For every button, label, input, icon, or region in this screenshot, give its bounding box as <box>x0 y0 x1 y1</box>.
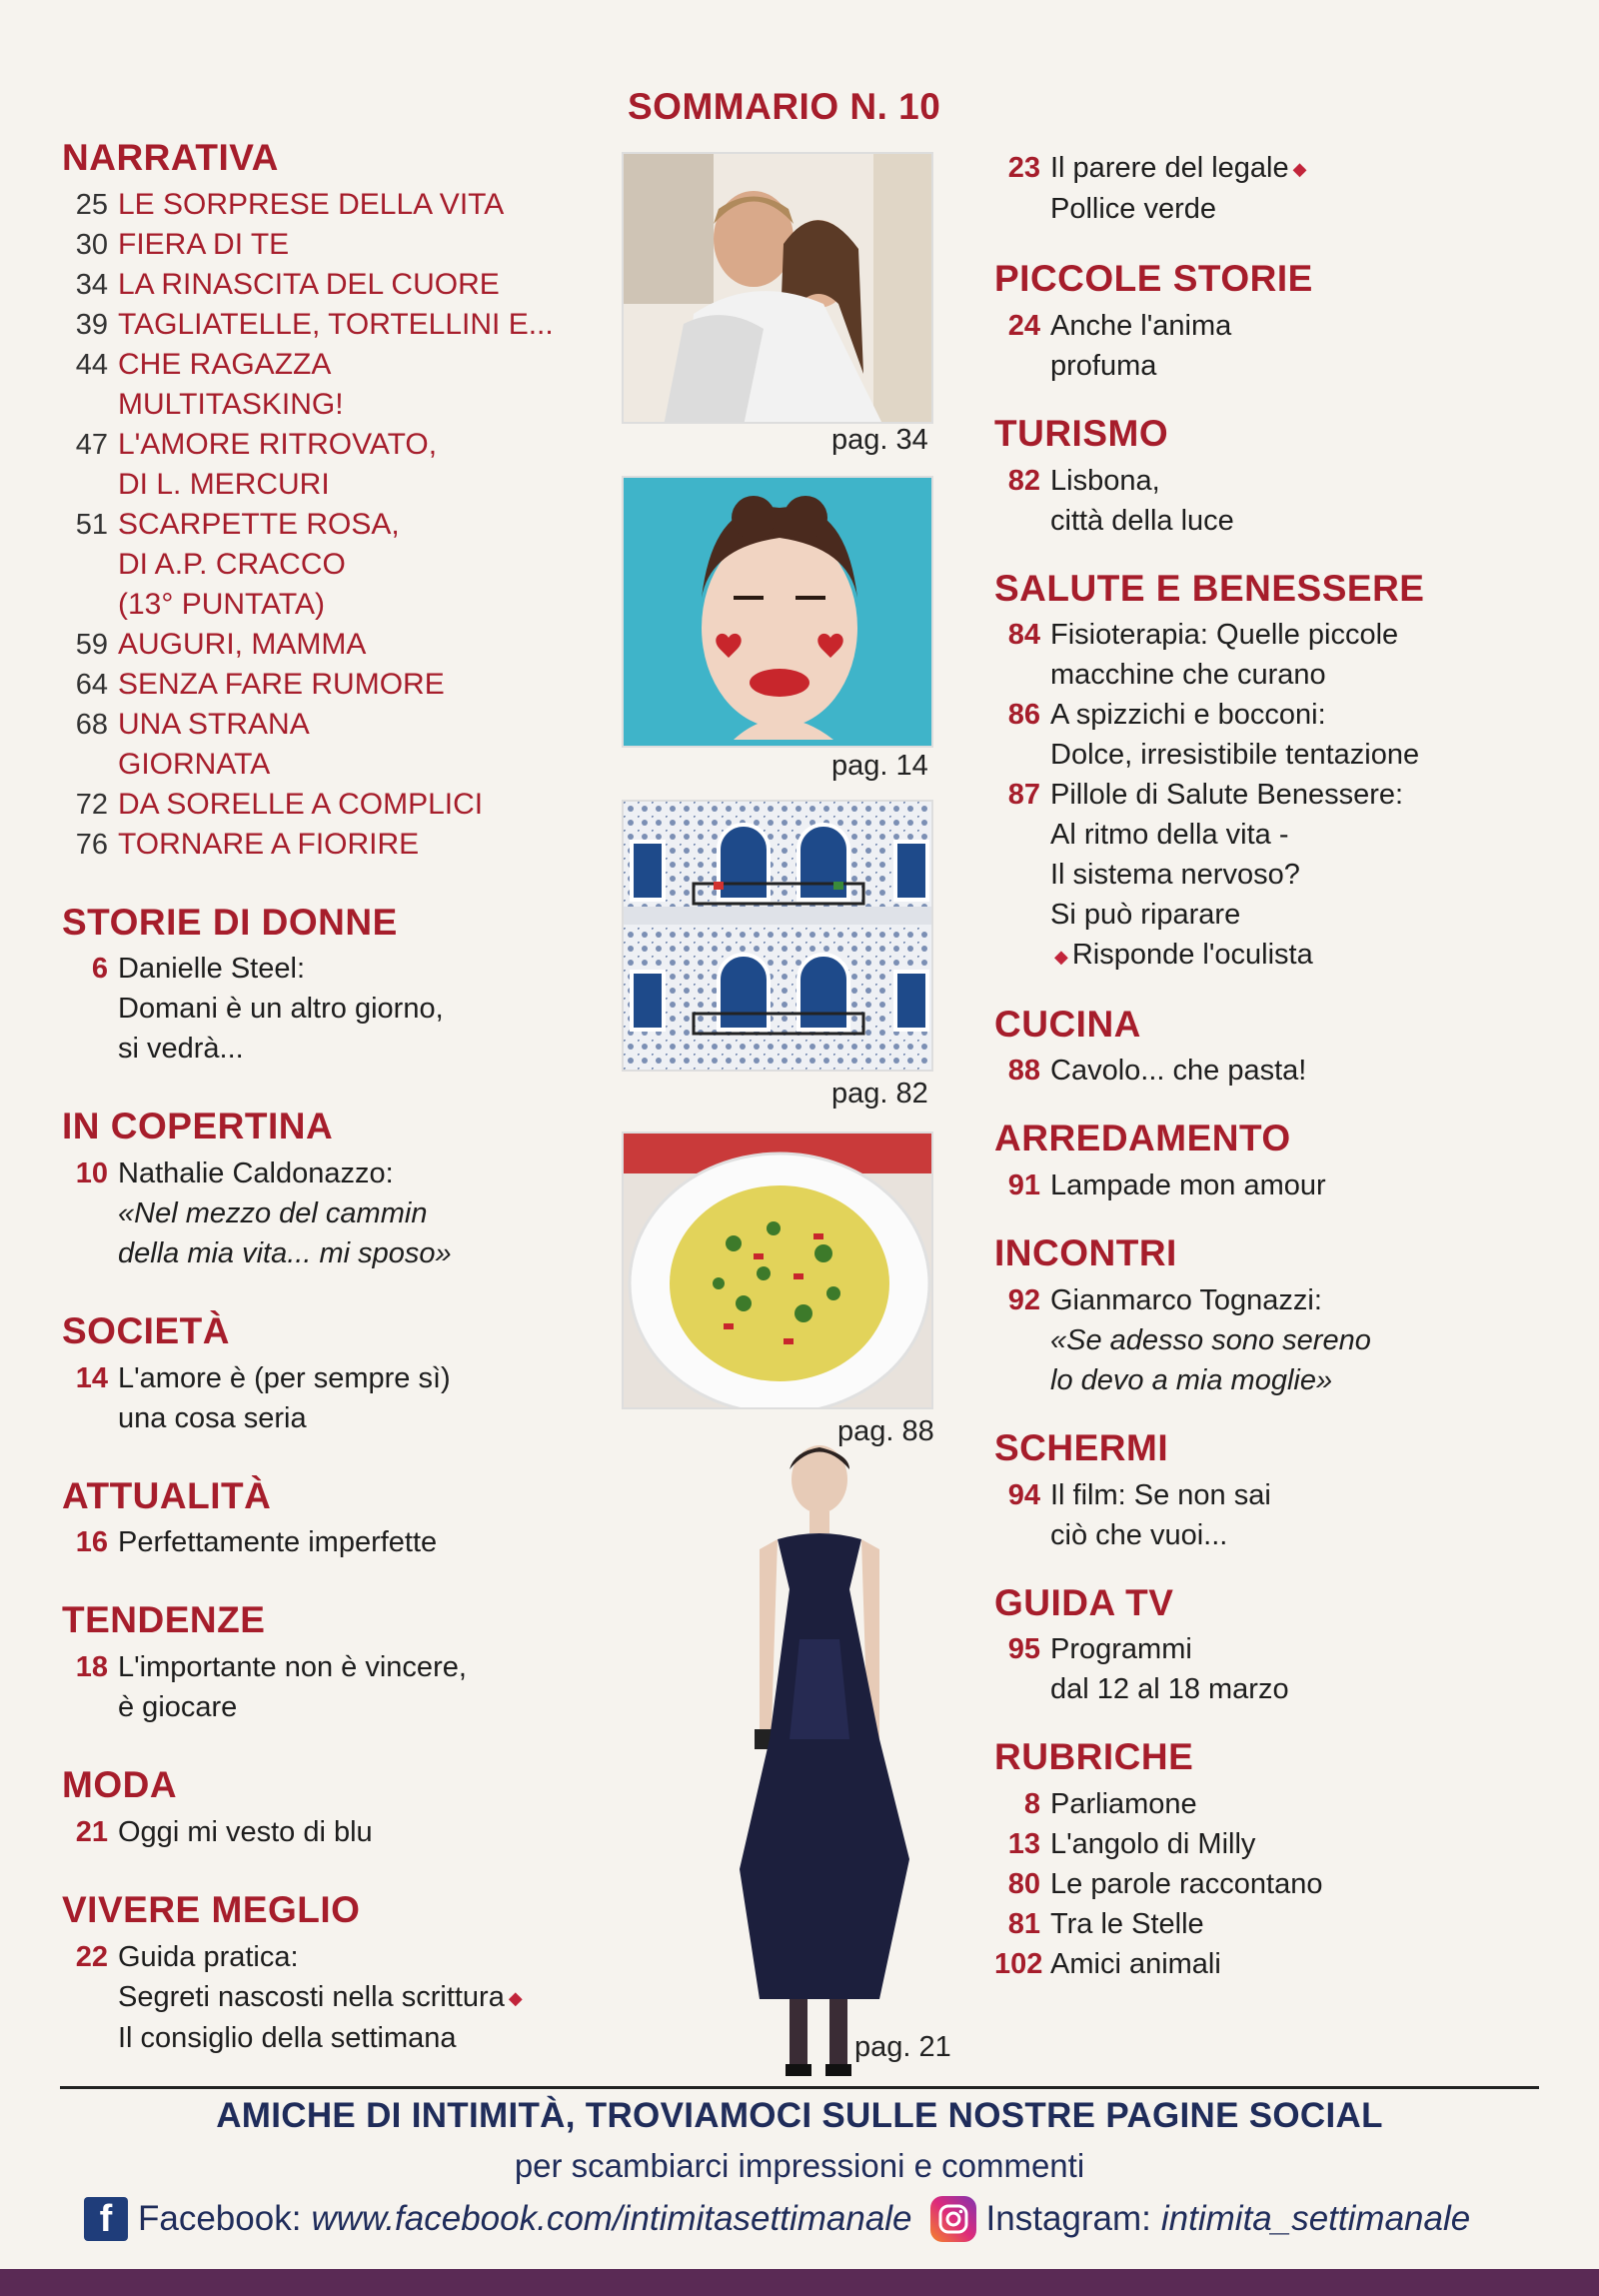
page-number <box>62 585 118 625</box>
section-societa <box>62 1311 602 1438</box>
page-number: 6 <box>91 953 108 986</box>
page-number: 87 <box>1007 779 1040 812</box>
pasta-dish-photo <box>622 1132 933 1409</box>
page-number: 76 <box>75 828 108 861</box>
story-title: CHE RAGAZZA <box>118 347 332 381</box>
entry-line: Gianmarco Tognazzi: <box>1050 1283 1322 1316</box>
entry-line: Il consiglio della settimana <box>118 2021 457 2054</box>
section-schermi <box>994 1428 1464 1555</box>
sommario-title: SOMMARIO N. 10 <box>628 86 941 127</box>
entry-quote: lo devo a mia moglie» <box>1050 1363 1333 1396</box>
list-item <box>994 1824 1464 1864</box>
page-number: 92 <box>1007 1283 1040 1316</box>
page-number: 47 <box>75 428 108 461</box>
section-guida-tv <box>994 1583 1464 1710</box>
entry-text <box>1050 775 1464 976</box>
entry-line: città della luce <box>1050 504 1234 537</box>
facebook-icon: f <box>84 2197 128 2241</box>
page-number: 14 <box>75 1361 108 1394</box>
list-item <box>62 1937 602 2058</box>
couple-illustration <box>624 154 933 424</box>
entry-line: Risponde l'oculista <box>1071 939 1313 972</box>
entry-line: Fisioterapia: Quelle piccole <box>1050 619 1399 652</box>
list-item <box>994 775 1464 976</box>
entry-line: Guida pratica: <box>118 1940 299 1973</box>
photo-caption: pag. 14 <box>831 750 928 782</box>
page-number <box>62 385 118 425</box>
page-number: 80 <box>1007 1867 1040 1900</box>
entry-text <box>118 1358 602 1438</box>
entry-line: Anche l'anima <box>1050 310 1232 343</box>
footer-subline: per scambiarci impressioni e commenti <box>514 2147 1085 2184</box>
list-item <box>994 1784 1464 1824</box>
section-title: SCHERMI <box>994 1426 1169 1468</box>
facebook-label: Facebook: <box>138 2199 302 2238</box>
page-number: 21 <box>75 1815 108 1848</box>
model-illustration <box>700 1439 939 2089</box>
entry-text <box>1050 1475 1464 1555</box>
couple-photo <box>622 152 933 424</box>
section-title: CUCINA <box>994 1003 1141 1045</box>
list-item <box>994 461 1464 541</box>
page-number: 95 <box>1007 1633 1040 1666</box>
entry-line: Il film: Se non sai <box>1050 1478 1271 1511</box>
entry-text <box>118 1937 602 2058</box>
page-number: 34 <box>75 268 108 301</box>
narrativa-list <box>62 185 602 865</box>
list-item <box>62 665 602 705</box>
entry-text <box>1050 695 1464 775</box>
story-title: LE SORPRESE DELLA VITA <box>118 187 505 221</box>
story-title: MULTITASKING! <box>118 387 344 421</box>
footer-headline: AMICHE DI INTIMITÀ, TROVIAMOCI SULLE NOSTRE PAGINE SOCIAL <box>216 2096 1383 2135</box>
list-item <box>62 1812 602 1852</box>
story-title: LA RINASCITA DEL CUORE <box>118 267 500 301</box>
list-item <box>994 695 1464 775</box>
instagram-label: Instagram: <box>985 2199 1151 2238</box>
page-number: 24 <box>1007 310 1040 343</box>
page-number: 84 <box>1007 619 1040 652</box>
portrait-illustration <box>624 478 933 748</box>
section-title: PICCOLE STORIE <box>994 258 1313 300</box>
entry-quote: «Se adesso sono sereno <box>1050 1323 1371 1356</box>
entry-line: Danielle Steel: <box>118 953 305 986</box>
list-item <box>62 185 602 225</box>
list-item <box>62 265 602 305</box>
page-number: 13 <box>1007 1827 1040 1860</box>
page-number: 82 <box>1007 464 1040 497</box>
entry-line: una cosa seria <box>118 1401 307 1434</box>
entry-line: L'amore è (per sempre sì) <box>118 1361 451 1394</box>
list-item <box>994 1051 1464 1091</box>
entry-text: Amici animali <box>1050 1947 1221 1980</box>
entry-line: Si può riparare <box>1050 899 1241 932</box>
instagram-glyph <box>937 2203 969 2235</box>
section-vivere-meglio <box>62 1890 602 2058</box>
lisbon-facade-photo <box>622 800 933 1072</box>
entry-line: Dolce, irresistibile tentazione <box>1050 739 1420 772</box>
photo-caption: pag. 21 <box>854 2031 951 2063</box>
entry-line: Al ritmo della vita - <box>1050 819 1289 852</box>
list-item <box>994 1475 1464 1555</box>
entry-line: Domani è un altro giorno, <box>118 993 444 1026</box>
list-item <box>62 305 602 345</box>
diamond-bullet-icon: ◆ <box>1292 159 1307 180</box>
section-storie-di-donne <box>62 903 602 1070</box>
entry-line: Il parere del legale <box>1050 152 1289 184</box>
entry-text: Perfettamente imperfette <box>118 1526 438 1559</box>
page-number: 30 <box>75 228 108 261</box>
list-item <box>62 225 602 265</box>
section-in-copertina <box>62 1107 602 1273</box>
section-incontri <box>994 1233 1464 1400</box>
entry-text <box>1050 306 1464 386</box>
story-title: DI L. MERCURI <box>118 467 330 501</box>
section-title: STORIE DI DONNE <box>62 901 398 943</box>
list-item <box>62 825 602 865</box>
page-number <box>62 465 118 505</box>
instagram-link[interactable]: intimita_settimanale <box>1160 2199 1471 2238</box>
list-item <box>994 1864 1464 1904</box>
section-title: GUIDA TV <box>994 1581 1174 1623</box>
photo-caption: pag. 88 <box>837 1415 934 1447</box>
entry-line: Nathalie Caldonazzo: <box>118 1157 394 1190</box>
section-title: NARRATIVA <box>62 137 279 178</box>
story-title: (13° PUNTATA) <box>118 587 326 621</box>
entry-line: L'importante non è vincere, <box>118 1651 467 1684</box>
section-title: SALUTE E BENESSERE <box>994 567 1425 609</box>
list-item <box>994 1165 1464 1205</box>
page-number: 16 <box>75 1526 108 1559</box>
pasta-illustration <box>624 1134 933 1409</box>
entry-line: dal 12 al 18 marzo <box>1050 1673 1289 1706</box>
list-item <box>62 745 602 785</box>
entry-text <box>118 1153 602 1273</box>
page-number: 51 <box>75 508 108 541</box>
page-number: 86 <box>1007 699 1040 732</box>
entry-text <box>118 949 602 1069</box>
list-item <box>994 1280 1464 1400</box>
photo-caption: pag. 34 <box>831 424 928 456</box>
story-title: FIERA DI TE <box>118 227 290 261</box>
list-item <box>994 615 1464 695</box>
list-item <box>62 505 602 545</box>
section-top-entry <box>994 148 1464 229</box>
entry-text <box>1050 1629 1464 1709</box>
list-item <box>994 1904 1464 1944</box>
entry-line: Segreti nascosti nella scrittura <box>118 1980 505 2013</box>
page-number: 25 <box>75 188 108 221</box>
story-title: DA SORELLE A COMPLICI <box>118 787 484 821</box>
entry-text: Le parole raccontano <box>1050 1867 1323 1900</box>
entry-line: Programmi <box>1050 1633 1192 1666</box>
entry-text: Lampade mon amour <box>1050 1169 1326 1202</box>
list-item <box>62 345 602 385</box>
entry-text <box>1050 615 1464 695</box>
page-number: 39 <box>75 308 108 341</box>
entry-line: Pollice verde <box>1050 193 1217 226</box>
story-title: UNA STRANA <box>118 707 310 741</box>
entry-line: A spizzichi e bocconi: <box>1050 699 1326 732</box>
story-title: GIORNATA <box>118 747 271 781</box>
list-item <box>62 585 602 625</box>
list-item <box>994 306 1464 386</box>
section-tendenze <box>62 1600 602 1727</box>
story-title: L'AMORE RITROVATO, <box>118 427 438 461</box>
page-number: 94 <box>1007 1478 1040 1511</box>
rubriche-list <box>994 1784 1464 1984</box>
page-number: 72 <box>75 788 108 821</box>
section-attualita <box>62 1476 602 1563</box>
page-number: 88 <box>1007 1055 1040 1088</box>
page-edge <box>0 2269 1599 2296</box>
list-item <box>994 148 1464 229</box>
list-item <box>62 625 602 665</box>
section-title: ARREDAMENTO <box>994 1118 1291 1159</box>
list-item <box>62 465 602 505</box>
entry-line: è giocare <box>118 1691 238 1724</box>
model-figure-photo <box>700 1439 939 2089</box>
page-number: 23 <box>1007 152 1040 184</box>
entry-line: Lisbona, <box>1050 464 1160 497</box>
section-turismo <box>994 414 1464 541</box>
entry-text <box>118 1647 602 1727</box>
entry-text: Oggi mi vesto di blu <box>118 1815 373 1848</box>
footer-social-row <box>84 2196 1543 2242</box>
photo-caption: pag. 82 <box>831 1078 928 1110</box>
list-item <box>62 949 602 1069</box>
section-title: VIVERE MEGLIO <box>62 1888 361 1930</box>
diamond-bullet-icon: ◆ <box>1054 946 1068 967</box>
entry-text: Cavolo... che pasta! <box>1050 1055 1307 1088</box>
page-number: 64 <box>75 668 108 701</box>
page-number: 8 <box>1023 1787 1040 1820</box>
page-number: 102 <box>994 1947 1043 1980</box>
list-item <box>62 545 602 585</box>
facade-illustration <box>624 802 933 1072</box>
page-number: 22 <box>75 1940 108 1973</box>
list-item <box>994 1629 1464 1709</box>
footer-divider <box>60 2086 1539 2089</box>
list-item <box>62 385 602 425</box>
entry-line: Il sistema nervoso? <box>1050 859 1300 892</box>
page-number: 68 <box>75 708 108 741</box>
section-narrativa <box>62 138 602 865</box>
page-number <box>62 545 118 585</box>
story-title: TAGLIATELLE, TORTELLINI E... <box>118 307 554 341</box>
section-title: SOCIETÀ <box>62 1310 230 1352</box>
section-title: IN COPERTINA <box>62 1106 334 1148</box>
page-number: 44 <box>75 348 108 381</box>
page-number: 18 <box>75 1651 108 1684</box>
list-item <box>62 1153 602 1273</box>
entry-text: Parliamone <box>1050 1787 1197 1820</box>
entry-line: macchine che curano <box>1050 659 1326 692</box>
section-cucina <box>994 1005 1464 1092</box>
section-rubriche <box>994 1737 1464 1984</box>
right-column <box>994 148 1464 2022</box>
entry-text: Tra le Stelle <box>1050 1907 1204 1940</box>
list-item <box>62 1522 602 1562</box>
facebook-link[interactable]: www.facebook.com/intimitasettimanale <box>311 2199 912 2238</box>
page-number <box>62 745 118 785</box>
story-title: SENZA FARE RUMORE <box>118 667 445 701</box>
entry-text <box>1050 461 1464 541</box>
story-title: DI A.P. CRACCO <box>118 547 346 581</box>
section-arredamento <box>994 1119 1464 1205</box>
page-number: 59 <box>75 628 108 661</box>
section-salute-benessere <box>994 569 1464 977</box>
page-number: 10 <box>75 1157 108 1190</box>
page-number: 81 <box>1007 1907 1040 1940</box>
entry-text: L'angolo di Milly <box>1050 1827 1256 1860</box>
list-item <box>62 425 602 465</box>
entry-line: ciò che vuoi... <box>1050 1518 1228 1551</box>
entry-text <box>1050 1280 1464 1400</box>
diamond-bullet-icon: ◆ <box>508 1987 523 2008</box>
list-item <box>994 1944 1464 1984</box>
section-piccole-storie <box>994 259 1464 386</box>
list-item <box>62 1358 602 1438</box>
left-column <box>62 138 602 2096</box>
section-moda <box>62 1765 602 1852</box>
list-item <box>62 1647 602 1727</box>
instagram-icon <box>930 2196 976 2242</box>
entry-line: si vedrà... <box>118 1033 244 1066</box>
section-title: INCONTRI <box>994 1232 1177 1274</box>
list-item <box>62 705 602 745</box>
section-title: MODA <box>62 1764 178 1806</box>
story-title: AUGURI, MAMMA <box>118 627 367 661</box>
entry-quote: della mia vita... mi sposo» <box>118 1237 452 1270</box>
page-number: 91 <box>1007 1169 1040 1202</box>
story-title: TORNARE A FIORIRE <box>118 827 420 861</box>
story-title: SCARPETTE ROSA, <box>118 507 400 541</box>
section-title: RUBRICHE <box>994 1736 1194 1778</box>
section-title: TENDENZE <box>62 1599 266 1641</box>
woman-portrait-photo <box>622 476 933 748</box>
entry-line: Pillole di Salute Benessere: <box>1050 779 1404 812</box>
entry-text <box>1050 148 1464 229</box>
entry-line: profuma <box>1050 350 1157 383</box>
section-title: TURISMO <box>994 413 1169 455</box>
entry-quote: «Nel mezzo del cammin <box>118 1197 428 1230</box>
list-item <box>62 785 602 825</box>
section-title: ATTUALITÀ <box>62 1474 272 1516</box>
